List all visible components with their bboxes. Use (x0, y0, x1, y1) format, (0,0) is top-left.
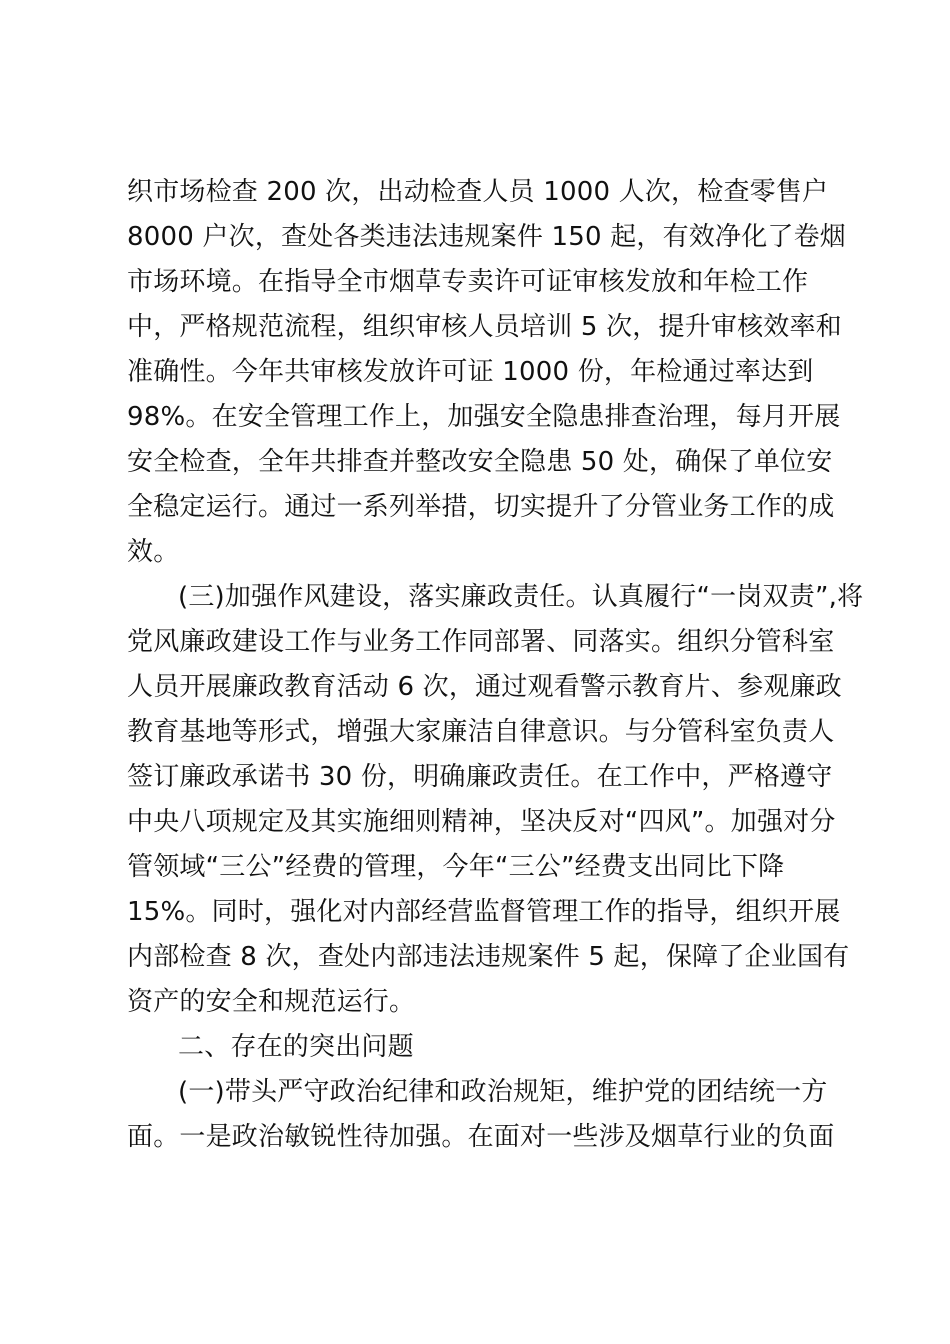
paragraph-line: 教育基地等形式，增强大家廉洁自律意识。与分管科室负责人 (127, 717, 835, 747)
paragraph-line: 织市场检查 200 次，出动检查人员 1000 人次，检查零售户 (127, 177, 829, 207)
paragraph-line: 党风廉政建设工作与业务工作同部署、同落实。组织分管科室 (127, 627, 835, 657)
paragraph-line: 市场环境。在指导全市烟草专卖许可证审核发放和年检工作 (127, 267, 809, 297)
paragraph-line: 准确性。今年共审核发放许可证 1000 份，年检通过率达到 (127, 357, 814, 387)
paragraph-line: 人员开展廉政教育活动 6 次，通过观看警示教育片、参观廉政 (127, 672, 842, 702)
paragraph-line: 资产的安全和规范运行。 (127, 987, 416, 1017)
paragraph-line: 8000 户次，查处各类违法违规案件 150 起，有效净化了卷烟 (127, 222, 846, 252)
paragraph-line: 中央八项规定及其实施细则精神，坚决反对“四风”。加强对分 (127, 807, 836, 837)
paragraph-line: 效。 (127, 537, 180, 567)
paragraph-line: 98%。在安全管理工作上，加强安全隐患排查治理，每月开展 (127, 402, 841, 432)
section-heading-paragraph-start: (三)加强作风建设，落实廉政责任。认真履行“一岗双责”,将 (178, 582, 864, 612)
subsection-heading-paragraph-start: (一)带头严守政治纪律和政治规矩，维护党的团结统一方 (178, 1077, 828, 1107)
paragraph-line: 中，严格规范流程，组织审核人员培训 5 次，提升审核效率和 (127, 312, 842, 342)
paragraph-line: 内部检查 8 次，查处内部违法违规案件 5 起，保障了企业国有 (127, 942, 850, 972)
paragraph-line: 管领域“三公”经费的管理，今年“三公”经费支出同比下降 (127, 852, 785, 882)
paragraph-line: 面。一是政治敏锐性待加强。在面对一些涉及烟草行业的负面 (127, 1122, 835, 1152)
section-heading: 二、存在的突出问题 (178, 1032, 414, 1062)
paragraph-line: 15%。同时，强化对内部经营监督管理工作的指导，组织开展 (127, 897, 841, 927)
paragraph-line: 全稳定运行。通过一系列举措，切实提升了分管业务工作的成 (127, 492, 835, 522)
paragraph-line: 安全检查，全年共排查并整改安全隐患 50 处，确保了单位安 (127, 447, 833, 477)
paragraph-line: 签订廉政承诺书 30 份，明确廉政责任。在工作中，严格遵守 (127, 762, 833, 792)
